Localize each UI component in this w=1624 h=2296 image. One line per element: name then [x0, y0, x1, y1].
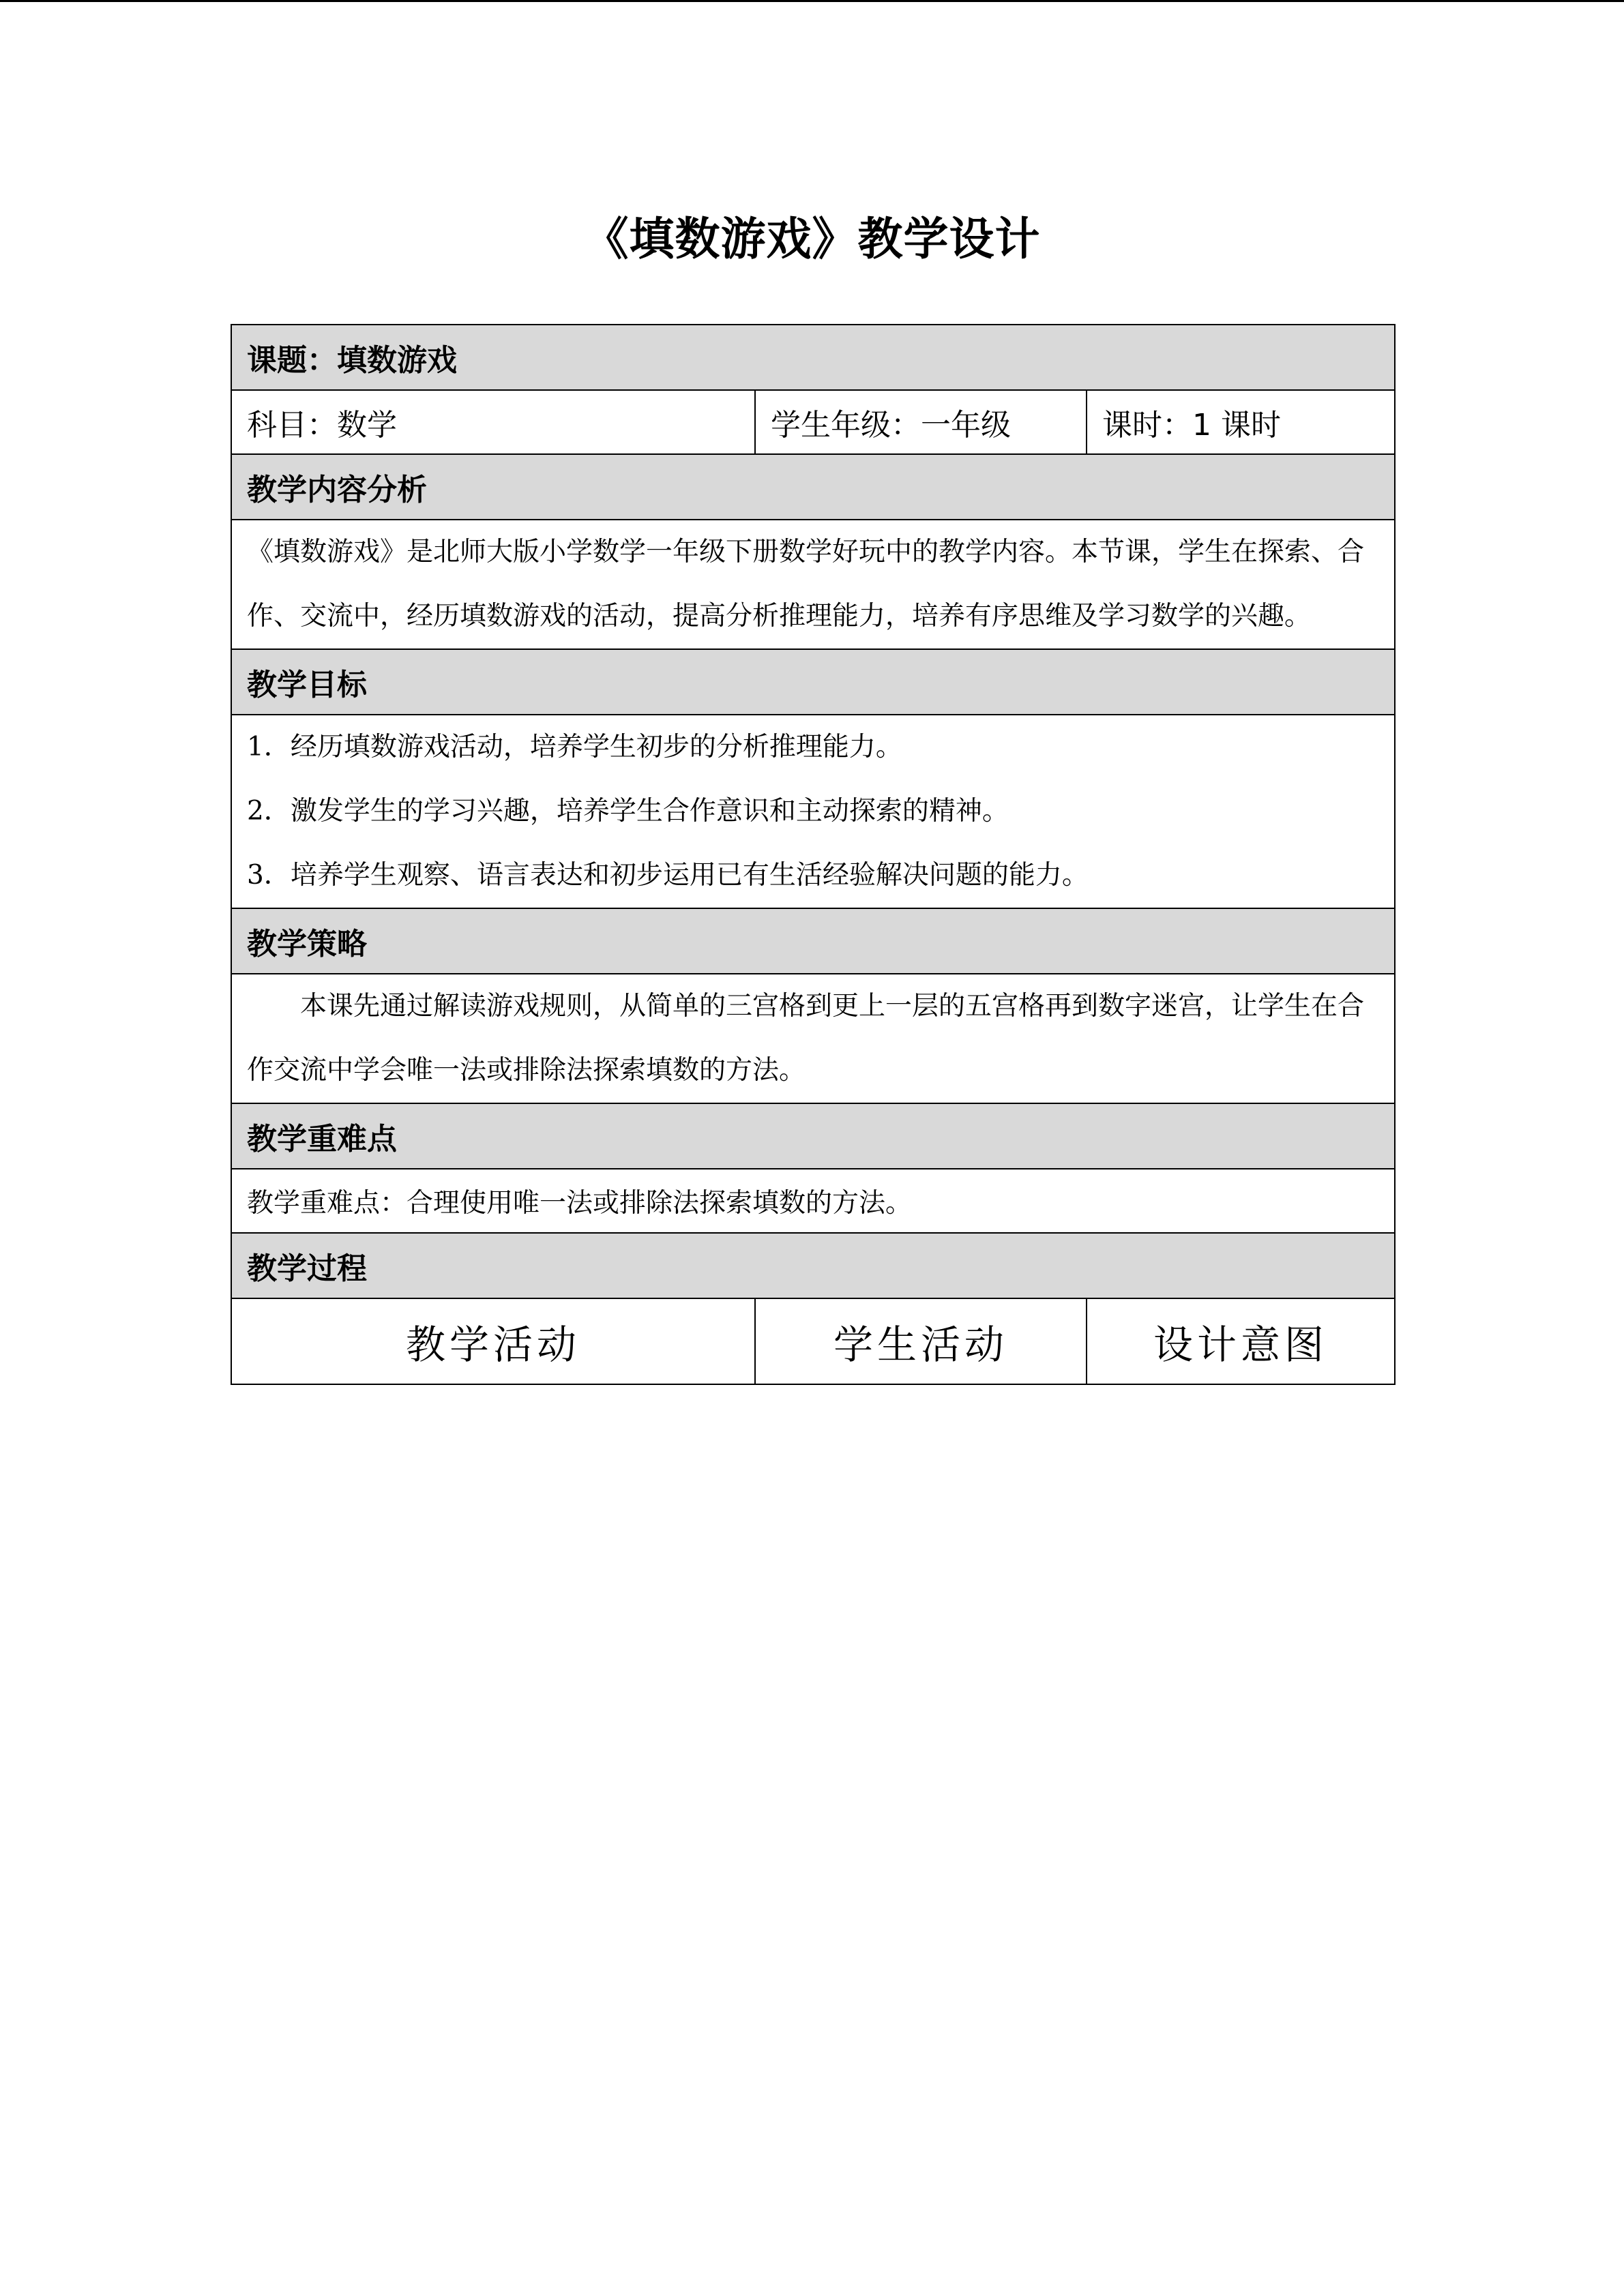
process-columns-row [231, 1298, 1395, 1384]
objective-item: 3．培养学生观察、语言表达和初步运用已有生活经验解决问题的能力。 [247, 860, 1089, 891]
topic-cell: 课题：填数游戏 [231, 325, 1395, 390]
strategy-text: 本课先通过解读游戏规则，从简单的三宫格到更上一层的五宫格再到数字迷宫，让学生在合作交流中学会唯一法或排除法探索填数的方法。 [247, 991, 1365, 1086]
content-analysis-heading: 教学内容分析 [231, 454, 1395, 520]
info-row [231, 390, 1395, 454]
objective-item: 1．经历填数游戏活动，培养学生初步的分析推理能力。 [247, 732, 902, 762]
objectives-row [231, 715, 1395, 908]
objective-item: 2．激发学生的学习兴趣，培养学生合作意识和主动探索的精神。 [247, 796, 1009, 826]
teaching-activity-column: 教学活动 [231, 1298, 755, 1384]
content-analysis-heading-row [231, 454, 1395, 520]
key-points-heading-row [231, 1103, 1395, 1169]
strategy-heading-row [231, 908, 1395, 974]
objectives-heading-row [231, 649, 1395, 715]
student-activity-column: 学生活动 [755, 1298, 1087, 1384]
content-analysis-row [231, 520, 1395, 649]
period-cell: 课时：1 课时 [1087, 390, 1395, 454]
subject-cell: 科目：数学 [231, 390, 755, 454]
process-heading-row [231, 1233, 1395, 1298]
strategy-heading: 教学策略 [231, 908, 1395, 974]
page-top-border [0, 0, 1624, 2]
objectives-heading: 教学目标 [231, 649, 1395, 715]
process-heading: 教学过程 [231, 1233, 1395, 1298]
key-points-heading: 教学重难点 [231, 1103, 1395, 1169]
key-points-text: 教学重难点：合理使用唯一法或排除法探索填数的方法。 [231, 1169, 1395, 1233]
lesson-plan-table [231, 324, 1396, 1385]
objectives-list [231, 715, 1395, 908]
document-title: 《填数游戏》教学设计 [583, 212, 1041, 265]
topic-row [231, 325, 1395, 390]
content-analysis-text: 《填数游戏》是北师大版小学数学一年级下册数学好玩中的教学内容。本节课，学生在探索、合作、交流中，经历填数游戏的活动，提高分析推理能力，培养有序思维及学习数学的兴趣。 [231, 520, 1395, 649]
design-intent-column: 设计意图 [1087, 1298, 1395, 1384]
strategy-cell [231, 974, 1395, 1103]
key-points-row [231, 1169, 1395, 1233]
strategy-row [231, 974, 1395, 1103]
grade-cell: 学生年级：一年级 [755, 390, 1087, 454]
